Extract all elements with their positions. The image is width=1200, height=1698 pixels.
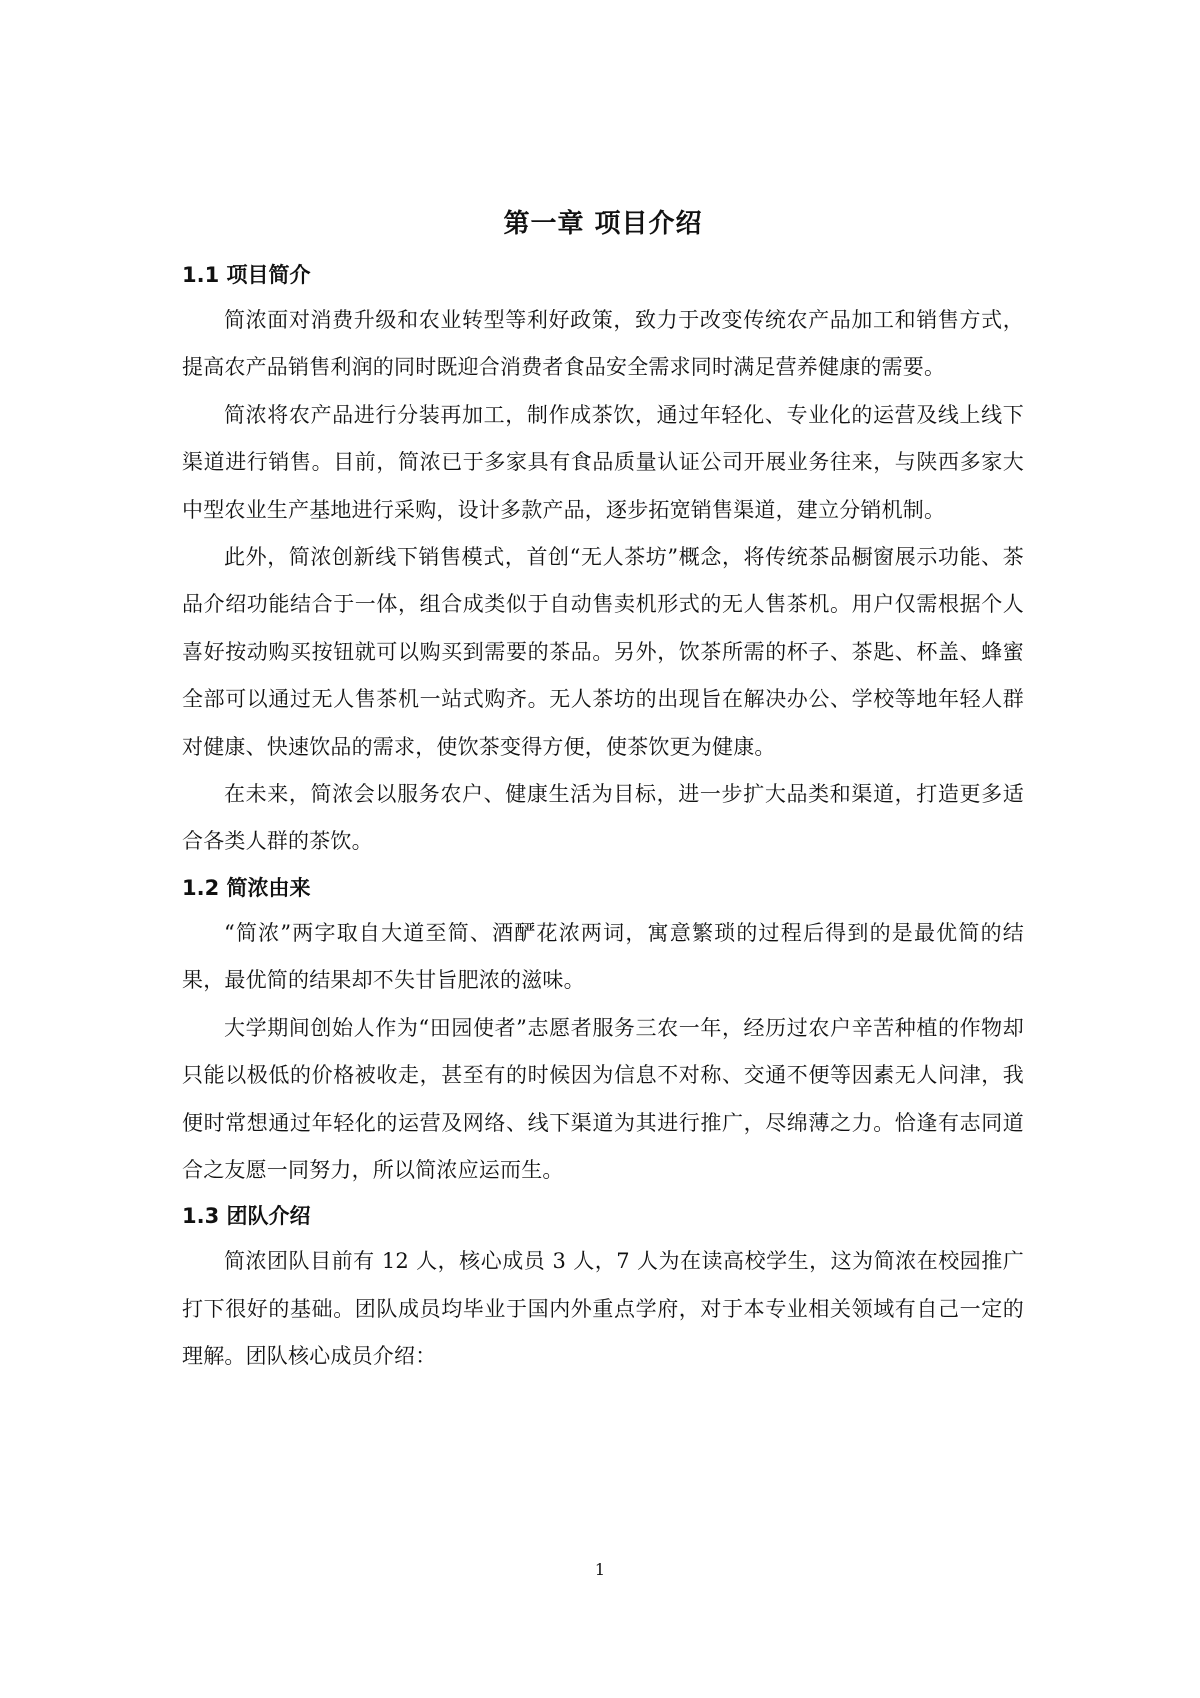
paragraph: “简浓”两字取自大道至简、酒酽花浓两词，寓意繁琐的过程后得到的是最优简的结果，最优简的结果却不失甘旨肥浓的滋味。: [182, 920, 1024, 993]
section-heading: 1.1 项目简介: [182, 263, 311, 287]
document-body: [182, 201, 1024, 1381]
page-number: 1: [594, 1560, 606, 1579]
section-project-summary: [182, 257, 1024, 866]
section-team-intro: [182, 1198, 1024, 1380]
paragraph: 简浓团队目前有 12 人，核心成员 3 人，7 人为在读高校学生，这为简浓在校园推广打下很好的基础。团队成员均毕业于国内外重点学府，对于本专业相关领域有自己一定的理解。团队核心成员介绍：: [182, 1249, 1024, 1369]
paragraph: 简浓面对消费升级和农业转型等利好政策，致力于改变传统农产品加工和销售方式，提高农产品销售利润的同时既迎合消费者食品安全需求同时满足营养健康的需要。: [182, 308, 1024, 380]
section-brand-origin: [182, 870, 1024, 1194]
section-heading: 1.3 团队介绍: [182, 1204, 311, 1229]
paragraph: 此外，简浓创新线下销售模式，首创“无人茶坊”概念，将传统茶品橱窗展示功能、茶品介绍功能结合于一体，组合成类似于自动售卖机形式的无人售茶机。用户仅需根据个人喜好按动购买按钮就可以购买到需要的茶品。另外，饮茶所需的杯子、茶匙、杯盖、蜂蜜全部可以通过无人售茶机一站式购齐。无人茶坊的出现旨在解决办公、学校等地年轻人群对健康、快速饮品的需求，使饮茶变得方便，使茶饮更为健康。: [182, 545, 1024, 759]
paragraph: 在未来，简浓会以服务农户、健康生活为目标，进一步扩大品类和渠道，打造更多适合各类人群的茶饮。: [182, 782, 1024, 854]
paragraph: 简浓将农产品进行分装再加工，制作成茶饮，通过年轻化、专业化的运营及线上线下渠道进行销售。目前，简浓已于多家具有食品质量认证公司开展业务往来，与陕西多家大中型农业生产基地进行采购，设计多款产品，逐步拓宽销售渠道，建立分销机制。: [182, 402, 1024, 522]
section-heading: 1.2 简浓由来: [182, 875, 311, 900]
paragraph: 大学期间创始人作为“田园使者”志愿者服务三农一年，经历过农户辛苦种植的作物却只能以极低的价格被收走，甚至有的时候因为信息不对称、交通不便等因素无人问津，我便时常想通过年轻化的运营及网络、线下渠道为其进行推广，尽绵薄之力。恰逢有志同道合之友愿一同努力，所以简浓应运而生。: [182, 1015, 1024, 1182]
chapter-title: 第一章 项目介绍: [503, 209, 703, 239]
